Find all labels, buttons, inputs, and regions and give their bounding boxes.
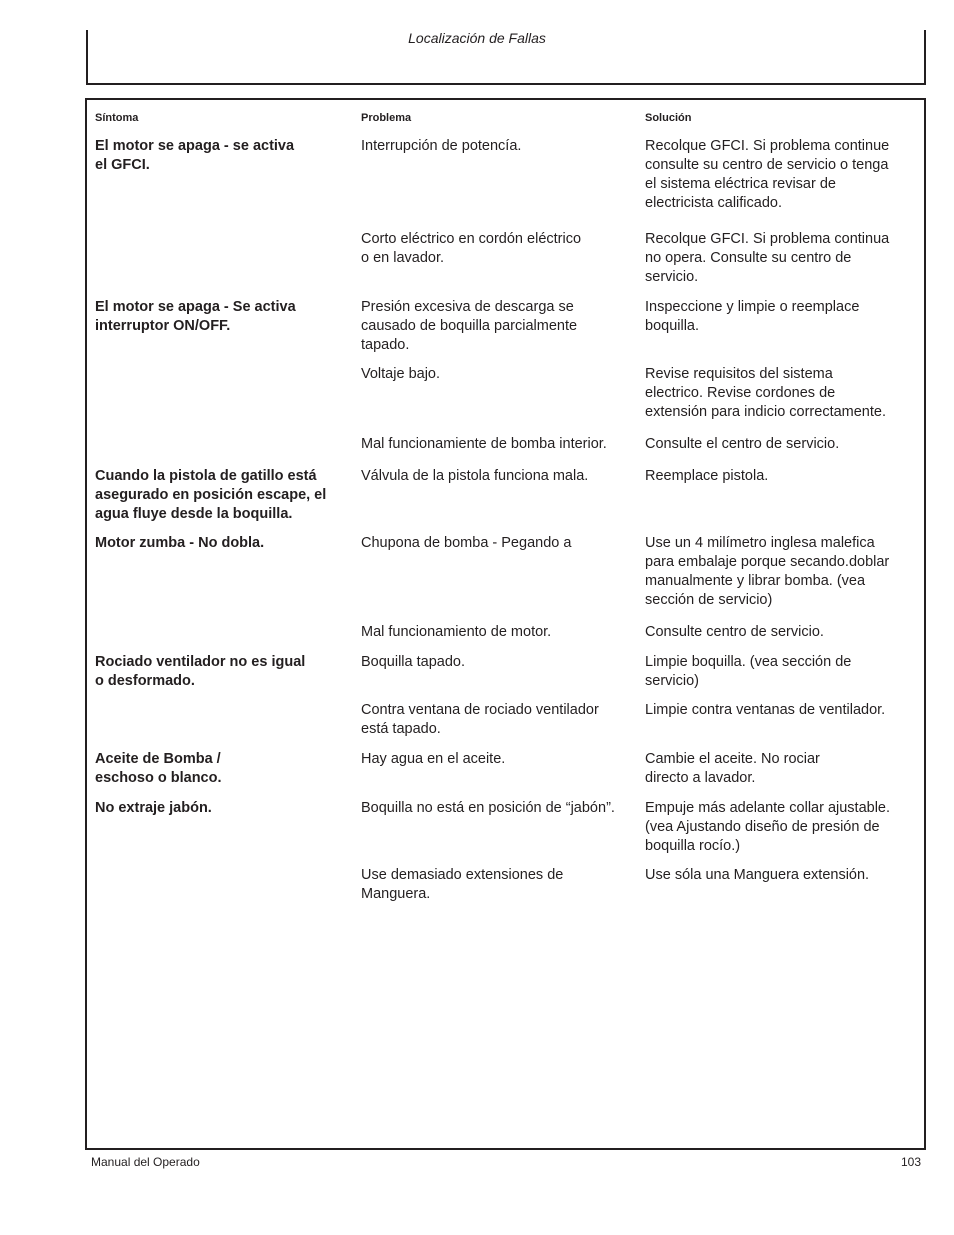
cell-problem: Boquilla no está en posición de “jabón”. xyxy=(361,800,615,816)
cell-solution: Revise requisitos del sistema electrico. Revise cordones de extensión para indicio correctamente. xyxy=(645,366,886,420)
cell-solution: Recolque GFCI. Si problema continue consulte su centro de servicio o tenga el sistema eléctrica revisar de electricista calificado. xyxy=(645,138,890,211)
cell-solution: Reemplace pistola. xyxy=(645,468,769,484)
cell-problem: Mal funcionamiente de bomba interior. xyxy=(361,436,607,452)
cell-symptom: Aceite de Bomba / eschoso o blanco. xyxy=(95,751,222,786)
cell-symptom: Motor zumba - No dobla. xyxy=(95,535,265,551)
cell-solution: Cambie el aceite. No rociar directo a lavador. xyxy=(645,751,820,786)
cell-symptom: No extraje jabón. xyxy=(95,800,212,816)
column-header-solution: Solución xyxy=(645,112,692,124)
cell-problem: Chupona de bomba - Pegando a xyxy=(361,535,572,551)
cell-problem: Interrupción de potencía. xyxy=(361,138,522,154)
column-header-symptom: Síntoma xyxy=(95,112,139,124)
cell-solution: Use sóla una Manguera extensión. xyxy=(645,867,870,883)
cell-problem: Boquilla tapado. xyxy=(361,654,465,670)
footer-manual-title: Manual del Operado xyxy=(91,1155,200,1169)
cell-problem: Hay agua en el aceite. xyxy=(361,751,506,767)
cell-problem: Válvula de la pistola funciona mala. xyxy=(361,468,589,484)
cell-solution: Inspeccione y limpie o reemplace boquilla. xyxy=(645,299,860,334)
cell-symptom: El motor se apaga - se activa el GFCI. xyxy=(95,138,295,173)
cell-problem: Presión excesiva de descarga se causado de boquilla parcialmente tapado. xyxy=(361,299,578,353)
cell-symptom: Cuando la pistola de gatillo está asegurado en posición escape, el agua fluye desde la boquilla. xyxy=(95,468,327,522)
cell-symptom: El motor se apaga - Se activa interruptor ON/OFF. xyxy=(95,299,296,334)
column-header-problem: Problema xyxy=(361,112,412,124)
page-title: Localización de Fallas xyxy=(408,30,546,46)
cell-solution: Consulte centro de servicio. xyxy=(645,624,824,640)
cell-problem: Voltaje bajo. xyxy=(361,366,441,382)
cell-problem: Corto eléctrico en cordón eléctrico o en lavador. xyxy=(361,231,582,266)
cell-solution: Limpie contra ventanas de ventilador. xyxy=(645,702,886,718)
cell-solution: Empuje más adelante collar ajustable. (vea Ajustando diseño de presión de boquilla rocío.) xyxy=(645,800,891,854)
cell-solution: Consulte el centro de servicio. xyxy=(645,436,840,452)
cell-problem: Mal funcionamiento de motor. xyxy=(361,624,552,640)
cell-symptom: Rociado ventilador no es igual o desformado. xyxy=(95,654,306,689)
cell-solution: Limpie boquilla. (vea sección de servicio) xyxy=(645,654,852,689)
cell-solution: Recolque GFCI. Si problema continua no opera. Consulte su centro de servicio. xyxy=(645,231,890,285)
cell-solution: Use un 4 milímetro inglesa malefica para embalaje porque secando.doblar manualmente y librar bomba. (vea sección de servicio) xyxy=(645,535,890,608)
page-number: 103 xyxy=(900,1155,921,1169)
cell-problem: Contra ventana de rociado ventilador está tapado. xyxy=(361,702,599,737)
cell-problem: Use demasiado extensiones de Manguera. xyxy=(361,867,564,902)
